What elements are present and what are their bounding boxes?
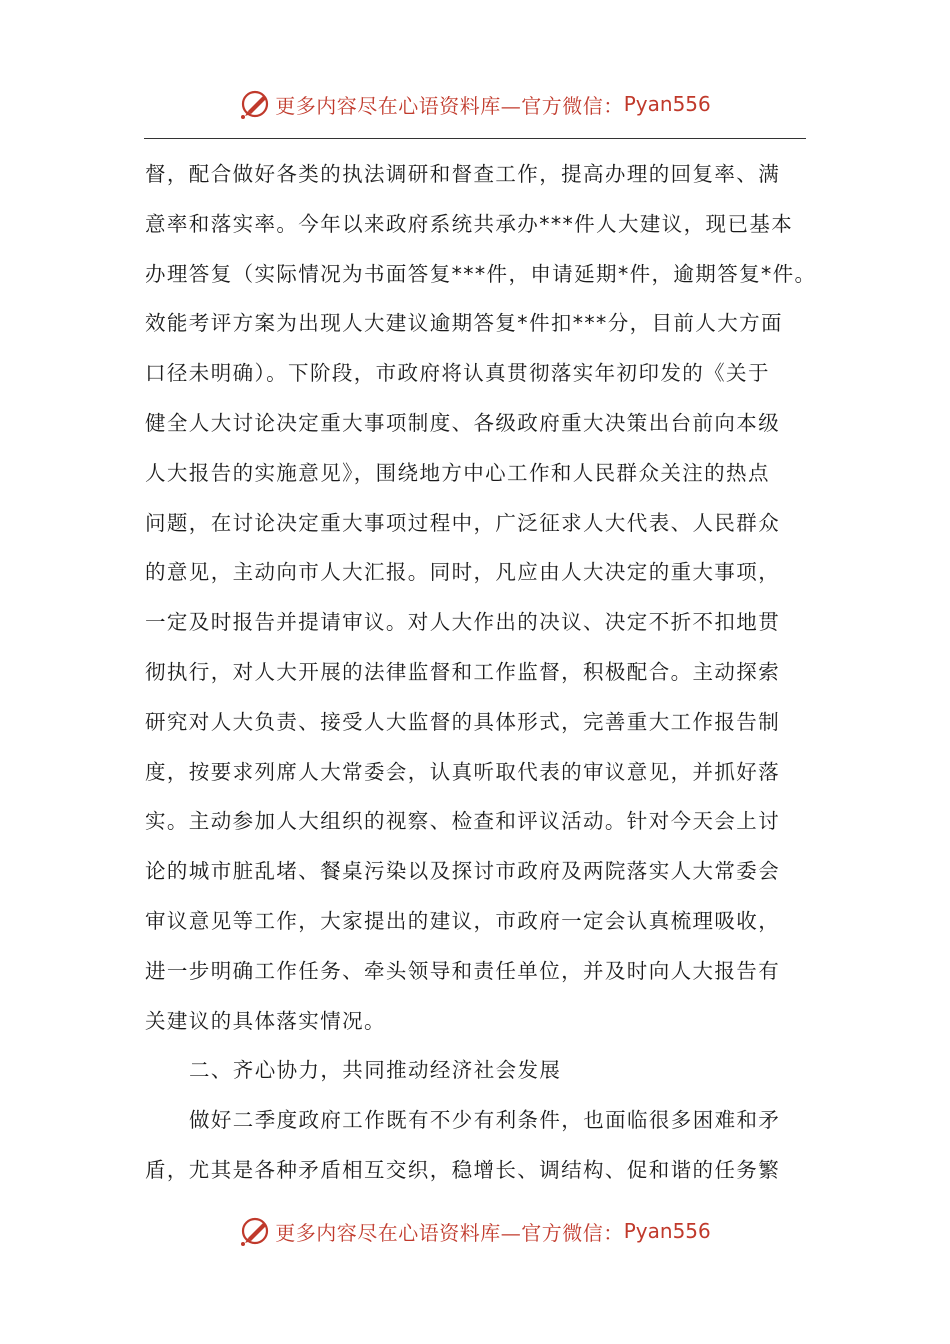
header-divider — [144, 138, 806, 139]
body-line: 一定及时报告并提请审议。对人大作出的决议、决定不折不扣地贯 — [145, 610, 781, 635]
body-line: 口径未明确）。下阶段，市政府将认真贯彻落实年初印发的《关于 — [145, 361, 770, 386]
header-watermark-banner — [0, 84, 950, 124]
body-line: 办理答复（实际情况为书面答复***件，申请延期*件，逾期答复*件。 — [145, 261, 817, 286]
pen-logo-icon — [239, 87, 273, 121]
body-line: 问题，在讨论决定重大事项过程中，广泛征求人大代表、人民群众 — [145, 510, 781, 535]
body-line: 督，配合做好各类的执法调研和督查工作，提高办理的回复率、满 — [145, 162, 781, 186]
body-line: 意率和落实率。今年以来政府系统共承办***件人大建议，现已基本 — [145, 211, 794, 236]
footer-banner-account-id: Pyan556 — [623, 1219, 711, 1243]
section-heading: 二、齐心协力，共同推动经济社会发展 — [189, 1058, 562, 1083]
body-line: 人大报告的实施意见》，围绕地方中心工作和人民群众关注的热点 — [145, 460, 770, 485]
document-body — [145, 150, 817, 1196]
header-banner-account-id: Pyan556 — [623, 92, 711, 116]
body-line: 的意见，主动向市人大汇报。同时，凡应由人大决定的重大事项， — [145, 560, 781, 585]
body-line: 健全人大讨论决定重大事项制度、各级政府重大决策出台前向本级 — [145, 410, 781, 435]
body-line: 关建议的具体落实情况。 — [145, 1008, 386, 1033]
body-line: 进一步明确工作任务、牵头领导和责任单位，并及时向人大报告有 — [145, 958, 781, 983]
body-line: 论的城市脏乱堵、餐桌污染以及探讨市政府及两院落实人大常委会 — [145, 859, 781, 884]
body-line: 度，按要求列席人大常委会，认真听取代表的审议意见，并抓好落 — [145, 759, 781, 784]
body-line: 盾，尤其是各种矛盾相互交织，稳增长、调结构、促和谐的任务繁 — [145, 1157, 781, 1182]
body-line: 审议意见等工作，大家提出的建议，市政府一定会认真梳理吸收， — [145, 908, 781, 933]
footer-banner-text: 更多内容尽在心语资料库—官方微信： — [275, 1220, 624, 1245]
body-line: 彻执行，对人大开展的法律监督和工作监督，积极配合。主动探索 — [145, 659, 781, 684]
header-banner-text: 更多内容尽在心语资料库—官方微信： — [275, 93, 624, 118]
body-line: 研究对人大负责、接受人大监督的具体形式，完善重大工作报告制 — [145, 709, 781, 734]
body-line: 实。主动参加人大组织的视察、检查和评议活动。针对今天会上讨 — [145, 809, 781, 834]
footer-watermark-banner — [0, 1211, 950, 1251]
body-line: 效能考评方案为出现人大建议逾期答复*件扣***分，目前人大方面 — [145, 311, 783, 336]
pen-logo-icon — [239, 1214, 273, 1248]
body-line: 做好二季度政府工作既有不少有利条件，也面临很多困难和矛 — [189, 1108, 781, 1133]
